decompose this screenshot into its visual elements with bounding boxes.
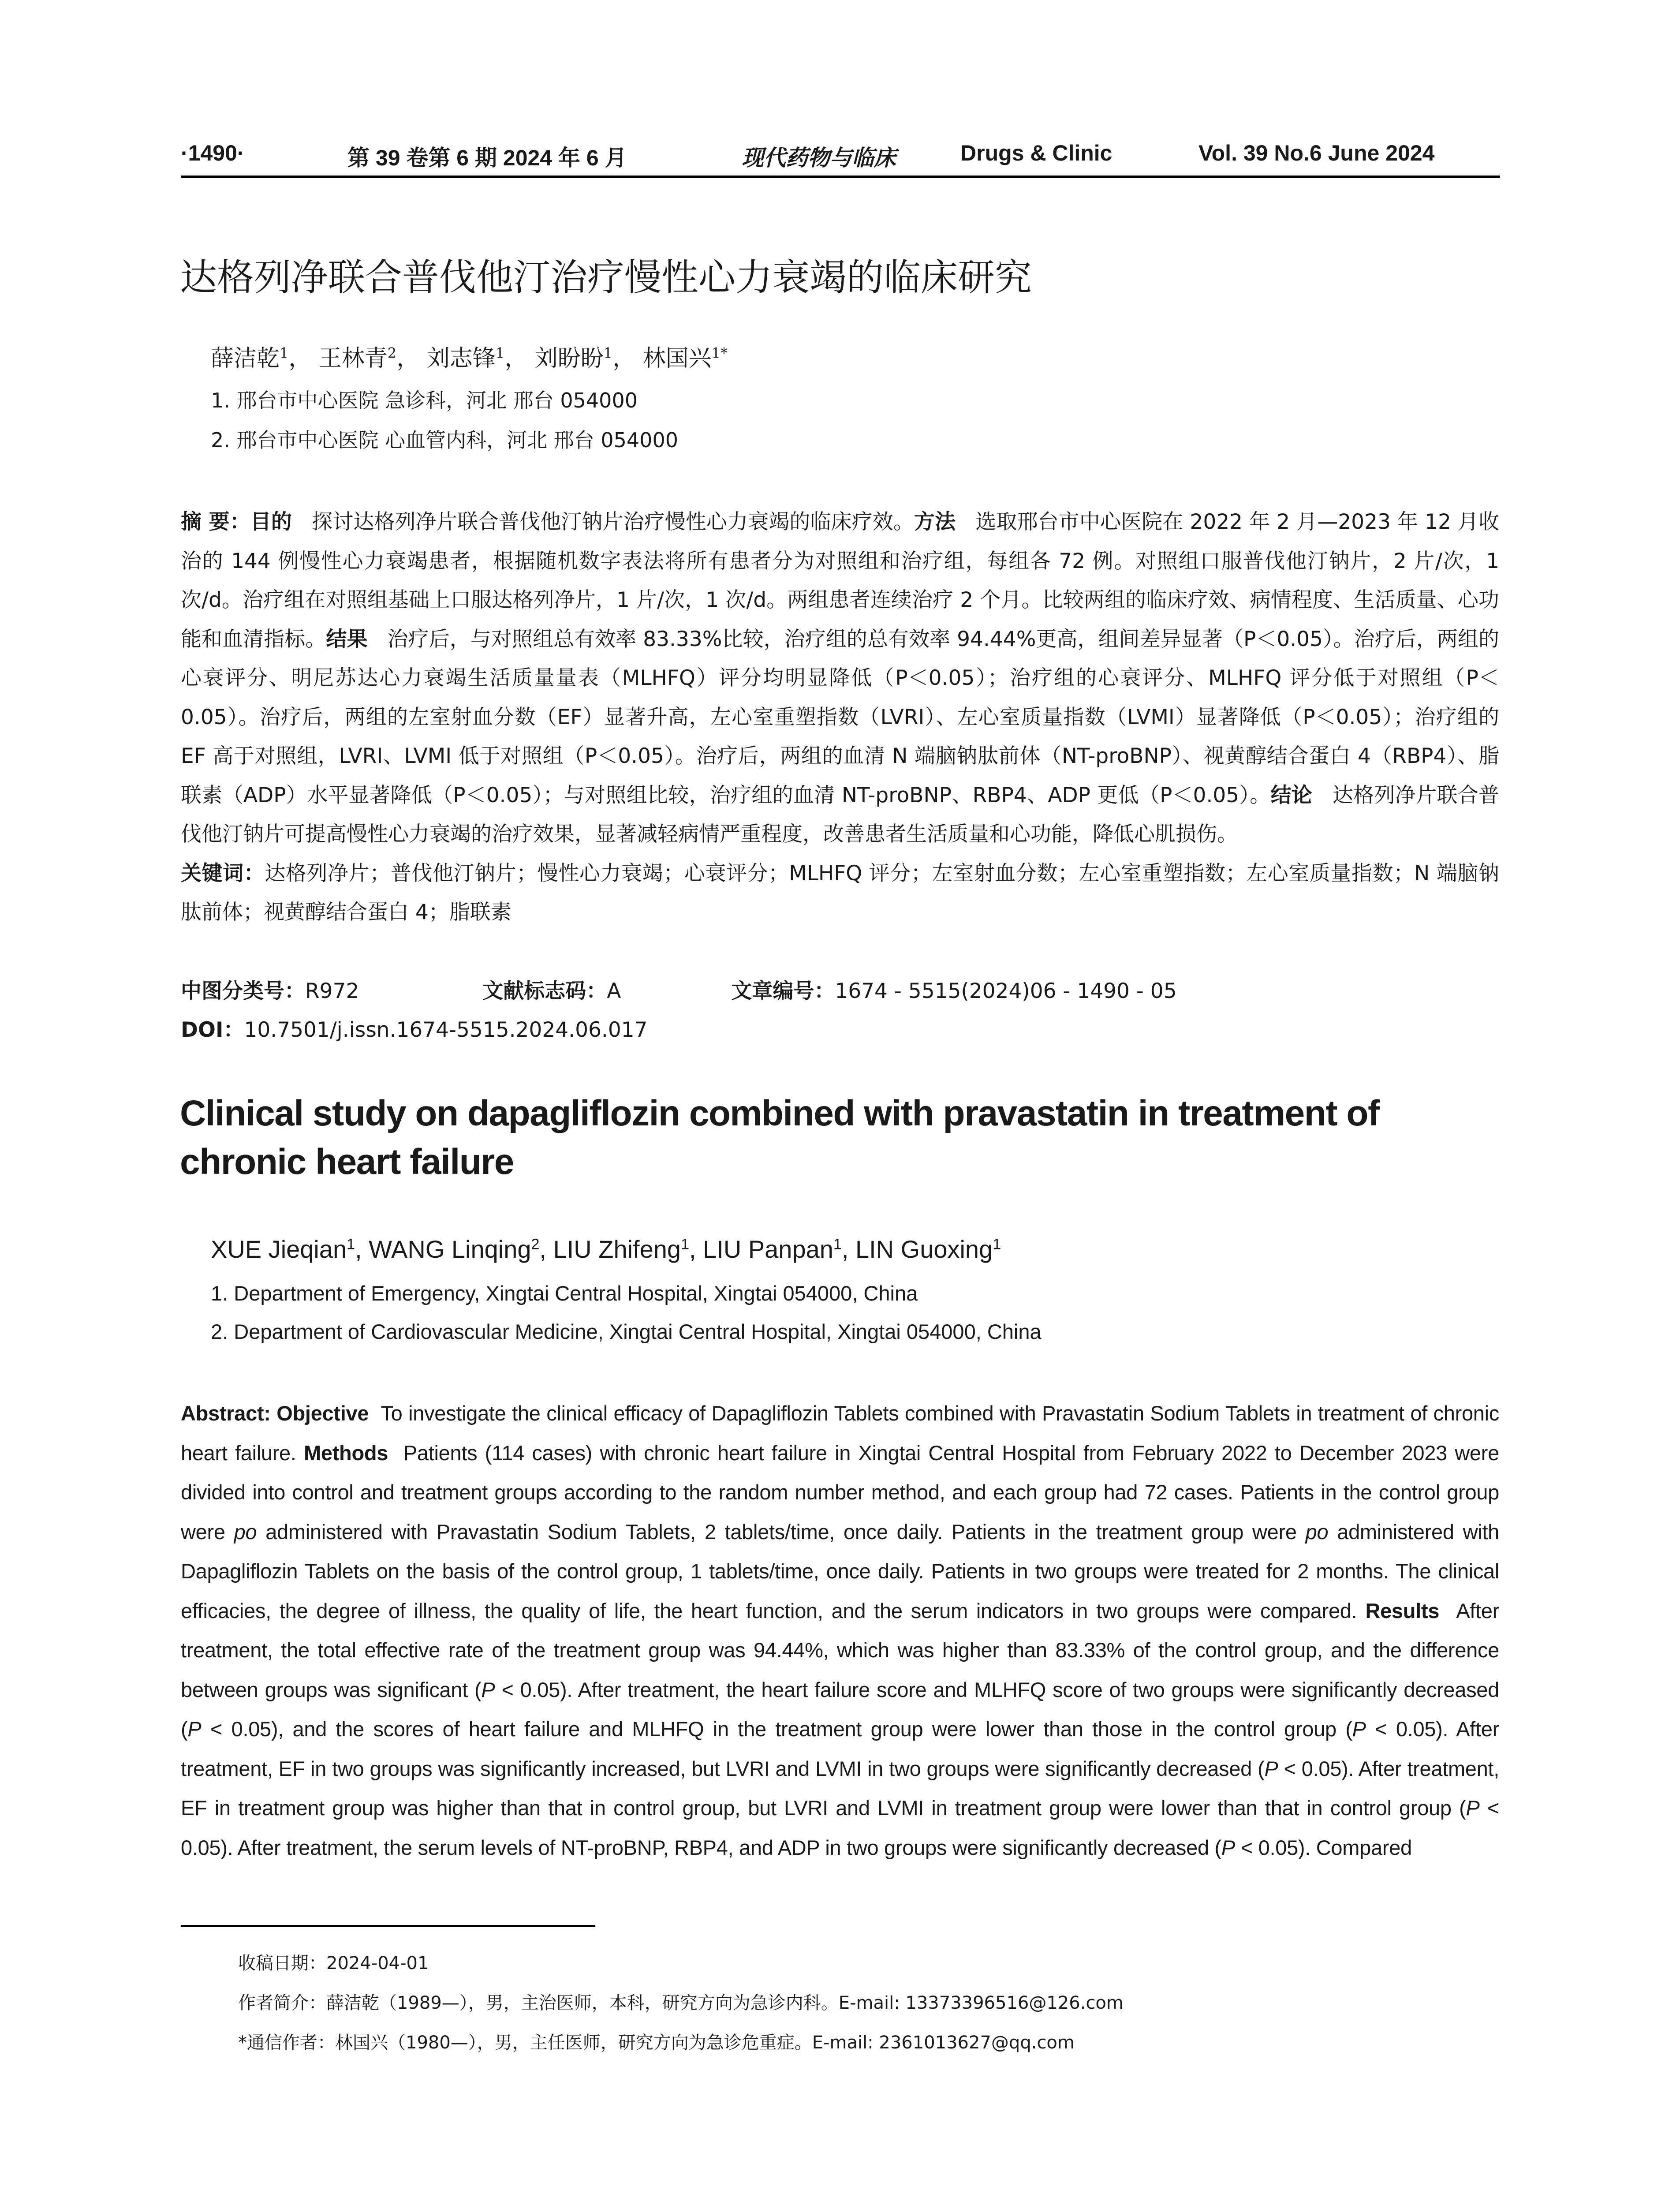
footnote-author-bio: 作者简介：薛洁乾（1989—），男，主治医师，本科，研究方向为急诊内科。E-mail: 13373396516@126.com: [238, 1993, 1124, 2013]
p-symbol: P: [1466, 1796, 1480, 1820]
title-cn: 达格列净联合普伐他汀治疗慢性心力衰竭的临床研究: [180, 256, 1032, 299]
affiliation-mark: 2: [531, 1236, 540, 1253]
results-en-7: < 0.05). Compared: [1235, 1835, 1412, 1859]
volume-cn: 第 39 卷第 6 期 2024 年 6 月: [347, 146, 627, 170]
footnote-rule: [181, 1925, 595, 1927]
volume-en: Vol. 39 No.6 June 2024: [1198, 141, 1435, 165]
running-header: [181, 140, 1499, 176]
affiliation-en-1: 1. Department of Emergency, Xingtai Central Hospital, Xingtai 054000, China: [211, 1282, 918, 1305]
affiliation-mark: 1: [280, 344, 289, 362]
conclusion-label-cn: 结论: [1270, 783, 1313, 807]
journal-name-cn: 现代药物与临床: [742, 145, 896, 171]
p-symbol: P: [481, 1678, 495, 1701]
journal-name-en: Drugs & Clinic: [960, 141, 1113, 165]
affiliation-mark: 1: [495, 344, 505, 362]
abstract-cn: [181, 503, 1499, 932]
results-cn: 治疗后，与对照组总有效率 83.33%比较，治疗组的总有效率 94.44%更高，组间差异显著（P＜0.05）。治疗后，两组的心衰评分、明尼苏达心力衰竭生活质量量表（MLHFQ）评分均明显降低（P＜0.05）；治疗组的心衰评分、MLHFQ 评分低于对照组（P＜0.05）。治疗后，两组的左室射血分数（EF）显著升高，左心室重塑指数（LVRI）、左心室质量指数（LVMI）显著降低（P＜0.05）；治疗组的 EF 高于对照组，LVRI、LVMI 低于对照组（P＜0.05）。治疗后，两组的血清 N 端脑钠肽前体（NT-proBNP）、视黄醇结合蛋白 4（RBP4）、脂联素（ADP）水平显著降低（P＜0.05）；与对照组比较，治疗组的血清 NT-proBNP、RBP4、ADP 更低（P＜0.05）。: [181, 627, 1500, 807]
affiliation-mark: 1: [681, 1236, 689, 1253]
po-term: po: [1305, 1520, 1329, 1544]
doi-line: [181, 1013, 648, 1043]
objective-cn: 探讨达格列净片联合普伐他汀钠片治疗慢性心力衰竭的临床疗效。: [312, 510, 915, 534]
authors-en: XUE Jieqian$^1$, WANG Linqing$^2$, LIU Zhifeng$^1$, LIU Panpan$^1$, LIN Guoxing$^1$: [211, 1235, 1001, 1263]
doc-code: A: [607, 979, 621, 1003]
affiliation-mark: 1: [833, 1236, 842, 1253]
footnote-corresponding: *通信作者：林国兴（1980—），男，主任医师，研究方向为急诊危重症。E-mail: 2361013627@qq.com: [238, 2033, 1075, 2053]
author-cn: 王林青: [318, 345, 388, 372]
author-cn: 刘盼盼: [534, 345, 604, 372]
classification-line: [181, 975, 1177, 1004]
author-en: LIN Guoxing: [855, 1235, 993, 1263]
clc-label: 中图分类号：: [181, 979, 305, 1003]
author-en: XUE Jieqian: [211, 1235, 347, 1263]
results-en-2: < 0.05). After treatment, the heart failure score and MLHFQ score of two groups were significantly decreased (: [181, 1678, 1499, 1741]
doi-label: DOI：: [181, 1018, 244, 1042]
page-number: ·1490·: [181, 141, 245, 165]
author-en: WANG Linqing: [369, 1235, 531, 1263]
results-label-en: Results: [1365, 1599, 1440, 1622]
authors-cn: 薛洁乾$^1$， 王林青$^2$， 刘志锋$^1$， 刘盼盼$^1$， 林国兴$^{1*}$: [211, 344, 728, 372]
methods-en-1: Patients (114 cases) with chronic heart failure in Xingtai Central Hospital from February 2022 to December 2023 were divided into control and treatment groups according to the random number method, and each group had 72 cases. Patients in the control group were: [181, 1441, 1499, 1544]
affiliation-cn-1: 1. 邢台市中心医院 急诊科，河北 邢台 054000: [211, 389, 638, 412]
affiliation-en-2: 2. Department of Cardiovascular Medicine, Xingtai Central Hospital, Xingtai 054000, China: [211, 1320, 1042, 1343]
author-cn: 薛洁乾: [211, 345, 280, 372]
p-symbol: P: [1221, 1835, 1235, 1859]
clc-code: R972: [305, 979, 359, 1003]
results-en-3: < 0.05), and the scores of heart failure and MLHFQ in the treatment group were lower than those in the control group (: [201, 1717, 1352, 1741]
p-symbol: P: [187, 1717, 202, 1741]
affiliation-mark: 1: [347, 1236, 355, 1253]
objective-en: To investigate the clinical efficacy of Dapagliflozin Tablets combined with Pravastatin Sodium Tablets in treatment of chronic heart failure.: [181, 1401, 1499, 1465]
objective-label-en: Objective: [276, 1401, 369, 1425]
p-symbol: P: [1352, 1717, 1366, 1741]
objective-label-cn: 目的: [250, 510, 292, 534]
methods-en-3: administered with Dapagliflozin Tablets on the basis of the control group, 1 tablets/time, once daily. Patients in two groups were treated for 2 months. The clinical efficacies, the degree of illness, the quality of life, the heart function, and the serum indicators in two groups were compared.: [181, 1520, 1500, 1622]
article-number: 1674 - 5515(2024)06 - 1490 - 05: [835, 979, 1177, 1003]
abstract-label-en: Abstract:: [181, 1401, 271, 1425]
article-number-label: 文章编号：: [731, 979, 835, 1003]
header-rule: [181, 176, 1500, 178]
title-en: Clinical study on dapagliflozin combined with pravastatin in treatment of chronic heart failure: [180, 1093, 1379, 1182]
po-term: po: [234, 1520, 257, 1544]
p-symbol: P: [1264, 1757, 1278, 1780]
author-en: LIU Panpan: [703, 1235, 833, 1263]
results-en-6: < 0.05). After treatment, the serum levels of NT-proBNP, RBP4, and ADP in two groups were significantly decreased (: [181, 1796, 1499, 1859]
results-label-cn: 结果: [326, 627, 368, 651]
doi-value: 10.7501/j.issn.1674-5515.2024.06.017: [244, 1018, 648, 1042]
doc-code-label: 文献标志码：: [482, 979, 607, 1003]
results-en-4: < 0.05). After treatment, EF in two groups was significantly increased, but LVRI and LVMI in two groups were significantly decreased (: [181, 1717, 1499, 1780]
keywords-cn: 达格列净片；普伐他汀钠片；慢性心力衰竭；心衰评分；MLHFQ 评分；左室射血分数；左心室重塑指数；左心室质量指数；N 端脑钠肽前体；视黄醇结合蛋白 4；脂联素: [181, 861, 1499, 924]
methods-label-cn: 方法: [914, 510, 956, 534]
conclusion-cn: 达格列净片联合普伐他汀钠片可提高慢性心力衰竭的治疗效果，显著减轻病情严重程度，改善患者生活质量和心功能，降低心肌损伤。: [181, 783, 1500, 846]
author-en: LIU Zhifeng: [553, 1235, 681, 1263]
results-en-1: After treatment, the total effective rate of the treatment group was 94.44%, which was higher than 83.33% of the control group, and the difference between groups was significant (: [181, 1599, 1499, 1701]
methods-label-en: Methods: [304, 1441, 388, 1465]
footnote-received: 收稿日期：2024-04-01: [238, 1953, 429, 1973]
results-en-5: < 0.05). After treatment, EF in treatment group was higher than that in control group, but LVRI and LVMI in treatment group were lower than that in control group (: [181, 1757, 1499, 1820]
abstract-en: [181, 1394, 1499, 1867]
author-cn: 刘志锋: [426, 345, 496, 372]
methods-en-2: administered with Pravastatin Sodium Tablets, 2 tablets/time, once daily. Patients in the treatment group were: [265, 1520, 1297, 1544]
affiliation-mark: 1: [993, 1236, 1001, 1253]
affiliation-mark: 1*: [711, 344, 728, 362]
affiliation-mark: 2: [387, 344, 397, 362]
affiliation-mark: 1: [603, 344, 613, 362]
affiliation-cn-2: 2. 邢台市中心医院 心血管内科，河北 邢台 054000: [211, 428, 678, 452]
methods-cn: 选取邢台市中心医院在 2022 年 2 月—2023 年 12 月收治的 144 例慢性心力衰竭患者，根据随机数字表法将所有患者分为对照组和治疗组，每组各 72 例。对照组口服普伐他汀钠片，2 片/次，1 次/d。治疗组在对照组基础上口服达格列净片，1 片/次，1 次/d。两组患者连续治疗 2 个月。比较两组的临床疗效、病情程度、生活质量、心功能和血清指标。: [181, 510, 1500, 651]
abstract-label-cn: 摘 要：: [181, 510, 250, 534]
author-cn: 林国兴: [642, 345, 712, 372]
keywords-label-cn: 关键词：: [181, 861, 265, 886]
